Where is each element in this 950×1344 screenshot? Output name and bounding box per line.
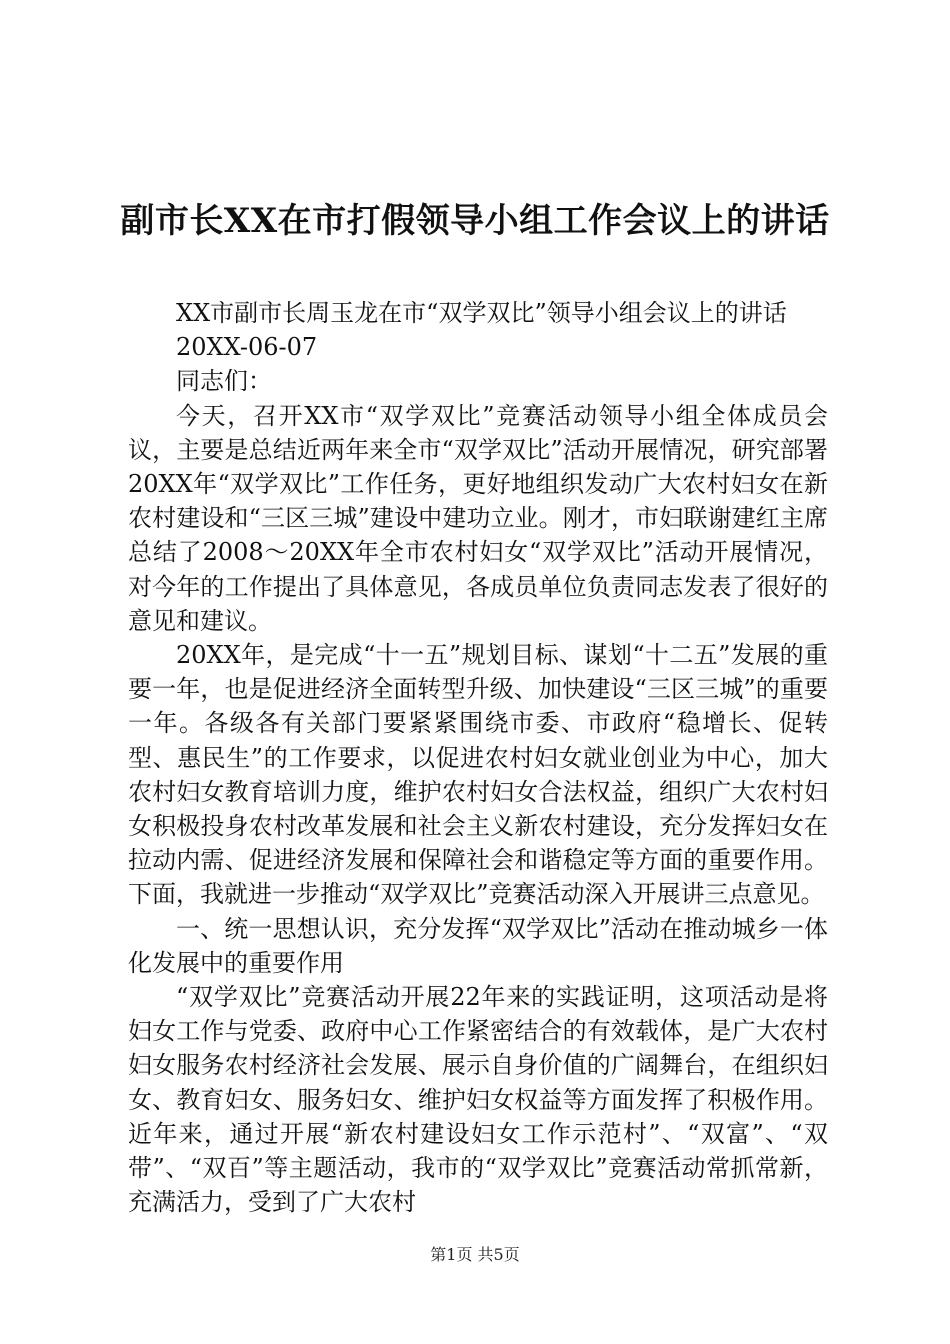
paragraph-section-heading: 一、统一思想认识，充分发挥“双学双比”活动在推动城乡一体化发展中的重要作用 xyxy=(128,914,828,977)
page-footer: 第1页 共5页 xyxy=(430,1245,520,1264)
paragraph-salutation: 同志们： xyxy=(176,367,272,396)
paragraph-date: 20XX-06-07 xyxy=(176,333,318,362)
document-body xyxy=(128,296,828,1219)
paragraph-body: “双学双比”竞赛活动开展22年来的实践证明，这项活动是将妇女工作与党委、政府中心工作紧密结合的有效载体，是广大农村妇女服务农村经济社会发展、展示自身价值的广阔舞台，在组织妇女、教育妇女、服务妇女、维护妇女权益等方面发挥了积极作用。近年来，通过开展“新农村建设妇女工作示范村”、“双富”、“双带”、“双百”等主题活动，我市的“双学双比”竞赛活动常抓常新，充满活力，受到了广大农村 xyxy=(128,983,828,1217)
paragraph-body: 今天，召开XX市“双学双比”竞赛活动领导小组全体成员会议，主要是总结近两年来全市“双学双比”活动开展情况，研究部署20XX年“双学双比”工作任务，更好地组织发动广大农村妇女在新农村建设和“三区三城”建设中建功立业。刚才，市妇联谢建红主席总结了2008～20XX年全市农村妇女“双学双比”活动开展情况，对今年的工作提出了具体意见，各成员单位负责同志发表了很好的意见和建议。 xyxy=(128,401,828,635)
paragraph-body: 20XX年，是完成“十一五”规划目标、谋划“十二五”发展的重要一年，也是促进经济全面转型升级、加快建设“三区三城”的重要一年。各级各有关部门要紧紧围绕市委、市政府“稳增长、促转型、惠民生”的工作要求，以促进农村妇女就业创业为中心，加大农村妇女教育培训力度，维护农村妇女合法权益，组织广大农村妇女积极投身农村改革发展和社会主义新农村建设，充分发挥妇女在拉动内需、促进经济发展和保障社会和谐稳定等方面的重要作用。下面，我就进一步推动“双学双比”竞赛活动深入开展讲三点意见。 xyxy=(128,641,828,909)
paragraph-subtitle: XX市副市长周玉龙在市“双学双比”领导小组会议上的讲话 xyxy=(176,299,787,327)
document-title: 副市长XX在市打假领导小组工作会议上的讲话 xyxy=(120,201,830,241)
